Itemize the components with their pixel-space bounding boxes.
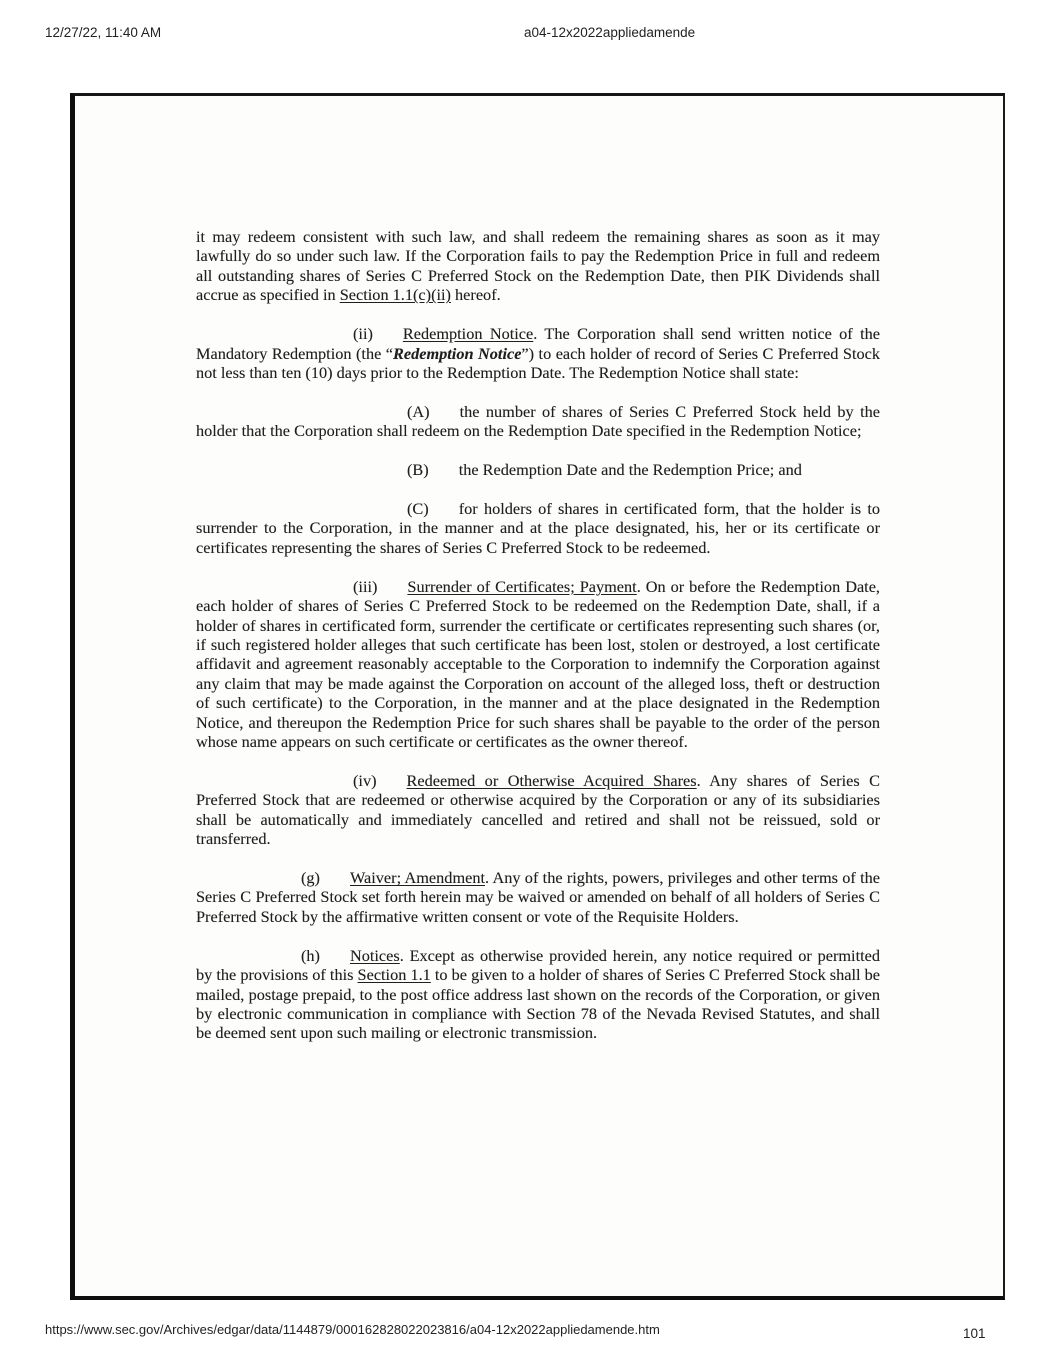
- page-number: 101: [963, 1326, 986, 1341]
- paragraph: [196, 227, 880, 305]
- text-run: . The Corporation shall send written notice of the Mandatory Redemption (the “: [196, 324, 880, 363]
- paragraph-marker: (g): [301, 868, 320, 888]
- text-run: . Any of the rights, powers, privileges and other terms of the Series C Preferred Stock set forth herein may be waived or amended on behalf of all holders of Series C Preferred Stock by the affirmative written consent or vote of the Requisite Holders.: [196, 868, 880, 926]
- text-run: . Any shares of Series C Preferred Stock that are redeemed or otherwise acquired by the Corporation or any of its subsidiaries shall be automatically and immediately cancelled and retired and shall not be reissued, sold or transferred.: [196, 770, 880, 849]
- print-header-datetime: 12/27/22, 11:40 AM: [45, 25, 162, 40]
- underlined-text: Notices: [349, 945, 400, 965]
- paragraph: [196, 402, 880, 441]
- paragraph-marker: (B): [407, 460, 429, 480]
- underlined-text: Redemption Notice: [402, 324, 534, 344]
- text-run: . Except as otherwise provided herein, any notice required or permitted by the provisions of this: [196, 945, 880, 985]
- document-page: [70, 93, 1005, 1300]
- paragraph: [196, 771, 880, 849]
- paragraph-marker: (iii): [353, 576, 378, 596]
- underlined-text: Redeemed or Otherwise Acquired Shares: [406, 770, 697, 790]
- paragraph: [196, 324, 880, 382]
- text-run: the Redemption Date and the Redemption Price; and: [458, 460, 802, 480]
- paragraph-marker: (ii): [353, 324, 373, 344]
- underlined-text: Section 1.1: [357, 965, 431, 985]
- underlined-text: Section 1.1(c)(ii): [339, 285, 451, 305]
- text-run: . On or before the Redemption Date, each holder of shares of Series C Preferred Stock to be redeemed on the Redemption Date, shall, if a holder of shares in certificated form, surrender the certificate or certificates representing such shares (or, if such registered holder alleges that such certificate has been lost, stolen or destroyed, a lost certificate affidavit and agreement reasonably acceptable to the Corporation to indemnify the Corporation against any claim that may be made against the Corporation on account of the alleged loss, theft or destruction of such certificate) to the Corporation, in the manner and at the place designated in the Redemption Notice, and thereupon the Redemption Price for such shares shall be payable to the order of the person whose name appears on such certificate or certificates as the owner thereof.: [196, 576, 880, 752]
- paragraph: [196, 499, 880, 557]
- text-run: to be given to a holder of shares of Series C Preferred Stock shall be mailed, postage prepaid, to the post office address last shown on the records of the Corporation, or given by electronic communication in compliance with Section 78 of the Nevada Revised Statutes, and shall be deemed sent upon such mailing or electronic transmission.: [196, 965, 881, 1043]
- underlined-text: Waiver; Amendment: [349, 868, 485, 888]
- text-run: ”) to each holder of record of Series C Preferred Stock not less than ten (10) days prior to the Redemption Date. The Redemption Notice shall state:: [196, 343, 881, 382]
- paragraph-marker: (C): [407, 499, 429, 519]
- paragraph: [196, 577, 880, 752]
- document-content: [196, 227, 880, 1062]
- print-footer-url: https://www.sec.gov/Archives/edgar/data/1144879/000162828022023816/a04-12x2022appliedamende.htm: [45, 1322, 660, 1337]
- paragraph: [196, 868, 880, 926]
- paragraph: [196, 460, 880, 479]
- paragraph-marker: (iv): [353, 770, 377, 790]
- text-run: hereof.: [450, 285, 501, 305]
- paragraph-marker: (h): [301, 945, 320, 965]
- print-header-doc-title: a04-12x2022appliedamende: [524, 25, 696, 40]
- text-run: for holders of shares in certificated form, that the holder is to surrender to the Corporation, in the manner and at the place designated, his, her or its certificate or certificates representing the shares of Series C Preferred Stock to be redeemed.: [196, 499, 880, 557]
- text-run: it may redeem consistent with such law, and shall redeem the remaining shares as soon as it may lawfully do so under such law. If the Corporation fails to pay the Redemption Price in full and redeem all outstanding shares of Series C Preferred Stock on the Redemption Date, then PIK Dividends shall accrue as specified in: [196, 227, 880, 305]
- text-run: the number of shares of Series C Preferred Stock held by the holder that the Corporation shall redeem on the Redemption Date specified in the Redemption Notice;: [196, 401, 880, 441]
- defined-term: Redemption Notice: [393, 343, 522, 363]
- paragraph: [196, 946, 880, 1043]
- underlined-text: Surrender of Certificates; Payment: [407, 576, 637, 596]
- paragraph-marker: (A): [407, 401, 430, 421]
